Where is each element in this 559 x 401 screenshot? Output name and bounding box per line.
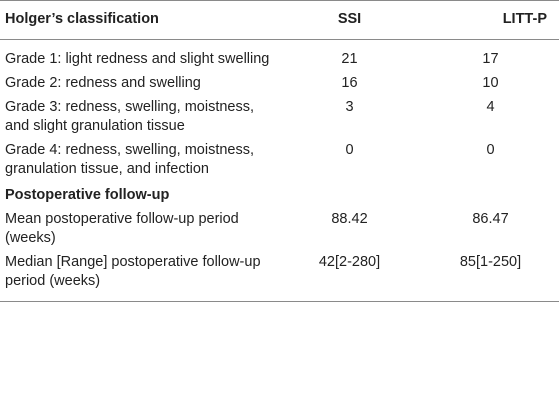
row-label: Grade 3: redness, swelling, moistness, and slight granulation tissue (5, 99, 255, 134)
ssi-value: 3 (345, 99, 354, 115)
header-classification: Holger’s classification (5, 11, 159, 27)
ssi-value: 16 (341, 75, 358, 91)
litt-p-value: 0 (486, 142, 495, 158)
section-row-followup (0, 181, 559, 207)
ssi-value: 42[2-280] (318, 254, 381, 270)
row-label: Grade 2: redness and swelling (5, 75, 201, 91)
row-label: Grade 4: redness, swelling, moistness, granulation tissue, and infection (5, 142, 255, 177)
header-ssi: SSI (337, 11, 362, 27)
litt-p-value: 10 (482, 75, 499, 91)
litt-p-value: 4 (486, 99, 495, 115)
row-label: Grade 1: light redness and slight swelling (5, 51, 270, 67)
row-label: Median [Range] postoperative follow-up period (weeks) (5, 254, 261, 289)
ssi-value: 88.42 (331, 211, 368, 227)
litt-p-value: 86.47 (472, 211, 509, 227)
table-row-grade-4 (0, 138, 559, 181)
ssi-value: 21 (341, 51, 358, 67)
table-row-median-followup (0, 250, 559, 302)
litt-p-value: 17 (482, 51, 499, 67)
table-body (0, 40, 559, 302)
section-label: Postoperative follow-up (5, 187, 170, 203)
header-row (0, 1, 559, 40)
section-empty-ssi (272, 181, 422, 207)
ssi-value: 0 (345, 142, 354, 158)
table-row-grade-2 (0, 71, 559, 95)
row-label: Mean postoperative follow-up period (weeks) (5, 211, 239, 246)
header-litt-p: LITT-P (502, 11, 547, 27)
table-row-grade-3 (0, 95, 559, 138)
table-header (0, 1, 559, 40)
section-empty-litt-p (422, 181, 559, 207)
litt-p-value: 85[1-250] (459, 254, 522, 270)
table-row-grade-1 (0, 40, 559, 72)
table-row-mean-followup (0, 207, 559, 250)
